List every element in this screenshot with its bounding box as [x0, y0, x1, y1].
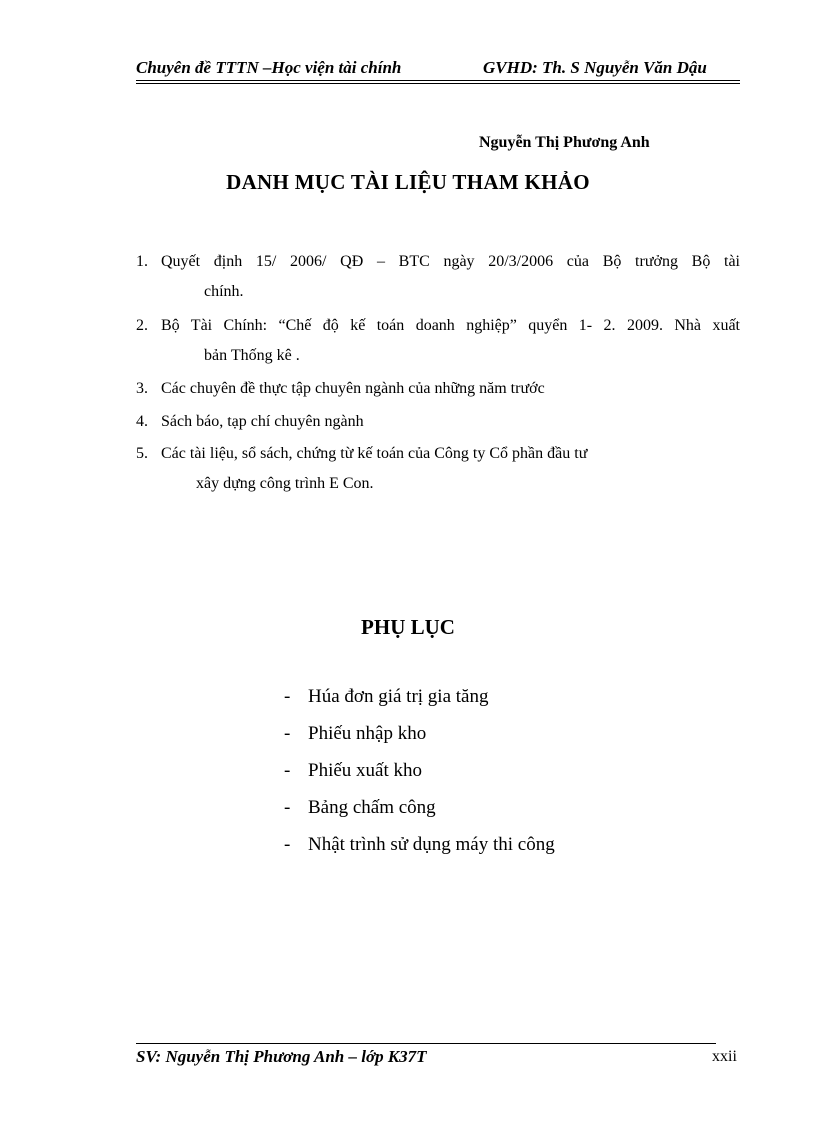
reference-number: 5.	[136, 445, 148, 462]
appendix-item-text: Phiếu xuất kho	[308, 760, 422, 781]
footer-rule	[136, 1043, 716, 1044]
header-rule-second	[136, 83, 740, 84]
appendix-item-text: Bảng chấm công	[308, 797, 436, 818]
bullet-dash: -	[284, 686, 291, 707]
appendix-item-text: Phiếu nhập kho	[308, 723, 427, 744]
reference-number: 4.	[136, 413, 148, 430]
reference-text-continued: xây dựng công trình E Con.	[196, 475, 374, 492]
reference-number: 3.	[136, 380, 148, 397]
bullet-dash: -	[284, 760, 291, 781]
bullet-dash: -	[284, 834, 291, 855]
appendix-item-text: Húa đơn giá trị gia tăng	[308, 686, 489, 707]
author-name: Nguyễn Thị Phương Anh	[479, 134, 650, 151]
footer-student-info: SV: Nguyễn Thị Phương Anh – lớp K37T	[136, 1047, 427, 1066]
reference-text-continued: chính.	[204, 283, 244, 300]
reference-text: Bộ Tài Chính: “Chế độ kế toán doanh nghiệp” quyển 1- 2. 2009. Nhà xuất	[161, 317, 740, 334]
header-left-title: Chuyên đề TTTN –Học viện tài chính	[136, 58, 402, 77]
reference-text: Các chuyên đề thực tập chuyên ngành của những năm trước	[161, 380, 545, 397]
header-rule	[136, 80, 740, 81]
bullet-dash: -	[284, 723, 291, 744]
page-number: xxii	[712, 1048, 737, 1065]
reference-text: Các tài liệu, sổ sách, chứng từ kế toán của Công ty Cổ phần đầu tư	[161, 445, 588, 462]
reference-text: Sách báo, tạp chí chuyên ngành	[161, 413, 364, 430]
references-title: DANH MỤC TÀI LIỆU THAM KHẢO	[226, 170, 590, 194]
appendix-item-text: Nhật trình sử dụng máy thi công	[308, 834, 555, 855]
bullet-dash: -	[284, 797, 291, 818]
reference-text: Quyết định 15/ 2006/ QĐ – BTC ngày 20/3/2006 của Bộ trưởng Bộ tài	[161, 253, 740, 270]
appendix-title: PHỤ LỤC	[361, 615, 455, 639]
reference-text-continued: bản Thống kê .	[204, 347, 300, 364]
header-right-advisor: GVHD: Th. S Nguyễn Văn Dậu	[483, 58, 707, 77]
reference-number: 1.	[136, 253, 148, 270]
reference-number: 2.	[136, 317, 148, 334]
